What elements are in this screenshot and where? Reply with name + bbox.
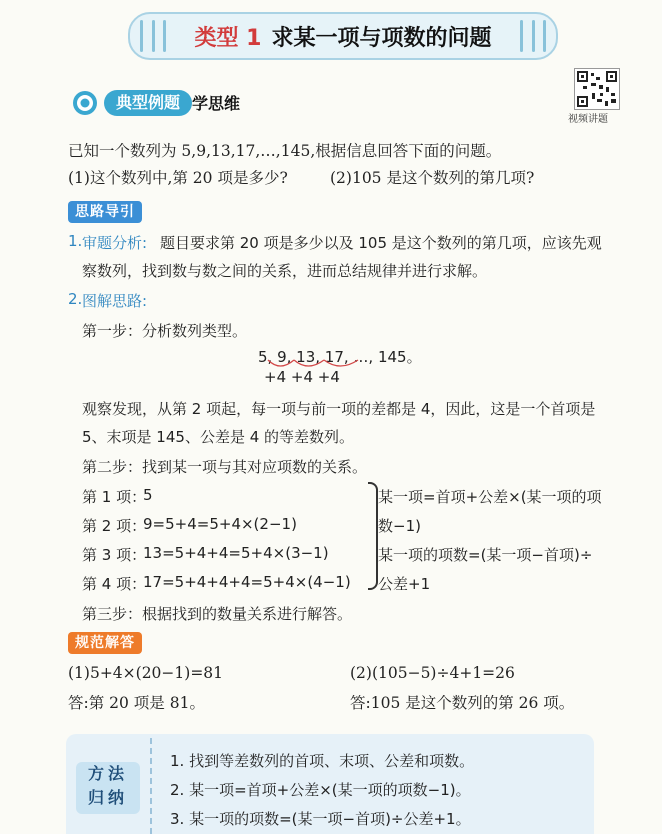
banner-type-label: 类型 1 [194,25,262,51]
method-item-1: 1. 找到等差数列的首项、末项、公差和项数。 [170,752,475,770]
rule-b-line-2: 公差+1 [378,575,431,593]
method-divider [150,738,156,834]
differences: +4 +4 +4 [264,368,340,386]
answer-2-sentence: 答:105 是这个数列的第 26 项。 [350,694,575,712]
method-badge-line-1: 方法 [87,764,128,783]
question-1: (1)这个数列中,第 20 项是多少? [68,169,288,187]
banner-right-decoration [520,20,546,52]
rule-b-line-1: 某一项的项数=(某一项−首项)÷ [378,546,593,564]
term-1-label: 第 1 项： [82,488,147,506]
guide-tag: 思路导引 [68,201,142,223]
term-2-expr: 9=5+4=5+4×(2−1) [143,515,297,533]
answer-1-sentence: 答:第 20 项是 81。 [68,694,205,712]
qr-code-icon[interactable] [574,68,620,110]
guide-p2-heading: 图解思路: [82,292,148,310]
guide-p2-number: 2. [68,290,83,308]
term-4-label: 第 4 项： [82,575,147,593]
guide-p1-number: 1. [68,232,83,250]
method-item-2: 2. 某一项=首项+公差×(某一项的项数−1)。 [170,781,471,799]
qr-label: 视频讲题 [568,114,608,125]
step-2: 第二步：找到某一项与其对应项数的关系。 [82,458,368,476]
example-subtitle: 学思维 [192,94,241,113]
banner-left-decoration [140,20,166,52]
term-4-expr: 17=5+4+4+4=5+4×(4−1) [143,573,351,591]
term-1-expr: 5 [143,486,153,504]
answer-tag: 规范解答 [68,632,142,654]
guide-p1-text-a: 题目要求第 20 项是多少以及 105 是这个数列的第几项，应该先观 [160,234,602,252]
banner-title: 求某一项与项数的问题 [271,25,492,51]
target-icon [72,90,98,116]
step-3: 第三步：根据找到的数量关系进行解答。 [82,605,353,623]
title-banner [128,12,558,60]
problem-statement: 已知一个数列为 5,9,13,17,…,145,根据信息回答下面的问题。 [68,142,502,160]
step-1: 第一步：分析数列类型。 [82,322,248,340]
guide-p1-heading: 审题分析: [82,234,148,252]
observation-b: 5、末项是 145、公差是 4 的等差数列。 [82,428,355,446]
answer-1-calc: (1)5+4×(20−1)=81 [68,664,224,682]
term-3-expr: 13=5+4+4=5+4×(3−1) [143,544,329,562]
question-2: (2)105 是这个数列的第几项? [330,169,535,187]
term-2-label: 第 2 项： [82,517,147,535]
method-item-3: 3. 某一项的项数=(某一项−首项)÷公差+1。 [170,810,471,828]
method-badge [76,762,140,814]
observation-a: 观察发现，从第 2 项起，每一项与前一项的差都是 4，因此，这是一个首项是 [82,400,596,418]
guide-p1-text-b: 察数列，找到数与数之间的关系，进而总结规律并进行求解。 [82,262,488,280]
term-3-label: 第 3 项： [82,546,147,564]
sequence: 5, 9, 13, 17, …, 145。 [258,348,422,366]
example-pill: 典型例题 [104,90,192,116]
rule-a-line-1: 某一项=首项+公差×(某一项的项 [378,488,602,506]
method-badge-line-2: 归纳 [87,788,128,807]
answer-2-calc: (2)(105−5)÷4+1=26 [350,664,515,682]
rule-a-line-2: 数−1) [378,517,421,535]
right-brace [368,482,378,590]
